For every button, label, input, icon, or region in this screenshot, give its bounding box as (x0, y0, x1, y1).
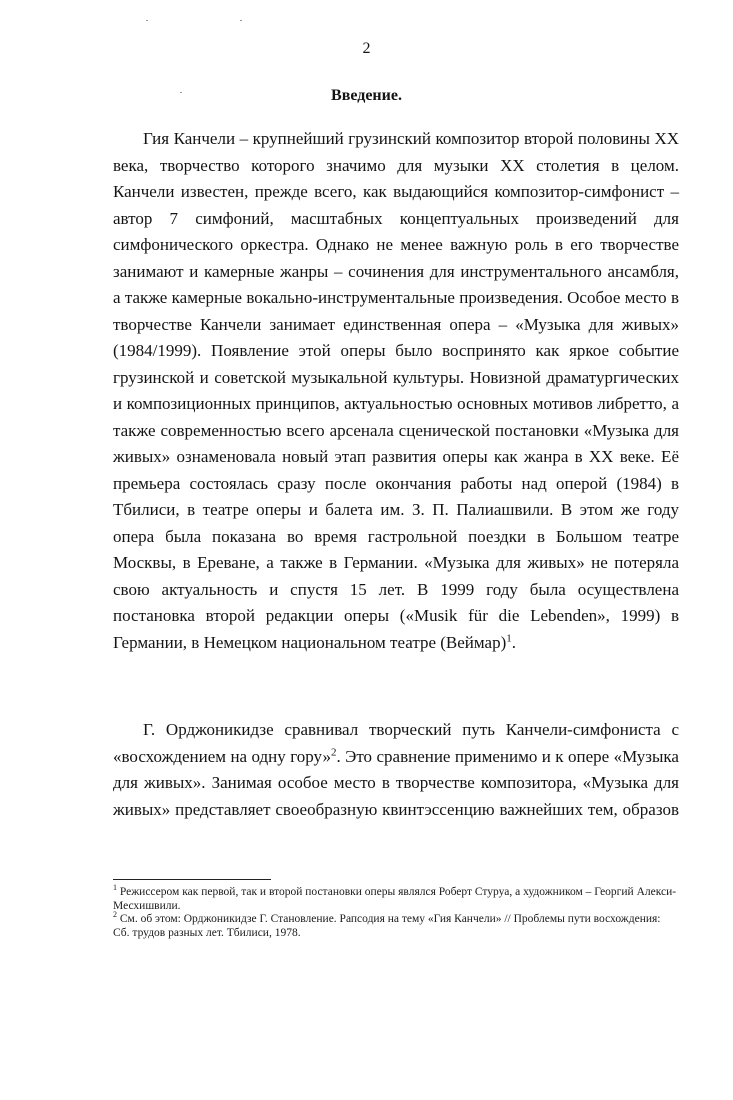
text-fragment: . Это сравнение применимо и к опере «Музыка (336, 746, 679, 766)
text-line: постановка второй редакции оперы («Musik für die Lebenden», 1999) в (113, 606, 679, 625)
text-line (113, 744, 679, 771)
section-heading: Введение. (331, 87, 402, 104)
footnote-separator (113, 879, 271, 880)
text-line: Канчели известен, прежде всего, как выдающийся композитор-симфонист – (113, 182, 679, 201)
text-line: премьера состоялась сразу после окончания работы над оперой (1984) в (113, 473, 679, 493)
text-line: Г. Орджоникидзе сравнивал творческий путь Канчели-симфониста с (143, 720, 679, 739)
text-line: (1984/1999). Появление этой оперы было воспринято как яркое событие (113, 341, 679, 360)
text-line: века, творчество которого значимо для музыки XX столетия в целом. (113, 155, 679, 175)
text-fragment: «восхождением на одну гору» (113, 746, 331, 766)
footnote-reference[interactable]: 2 (330, 745, 337, 758)
text-line: свою актуальность и спустя 15 лет. В 1999 году была осуществлена (113, 579, 679, 599)
text-line-last (113, 630, 679, 657)
text-line: и композиционных принципов, актуальностью основных мотивов либретто, а (113, 394, 679, 413)
text-line: также современностью всего арсенала сценической постановки «Музыка для (113, 420, 679, 440)
text-line: симфонического оркестра. Однако не менее важную роль в его творчестве (113, 235, 679, 254)
paragraph-intro (113, 126, 679, 656)
text-line: творчестве Канчели занимает единственная опера – «Музыка для живых» (113, 314, 679, 334)
footnote-reference[interactable]: 1 (506, 631, 512, 644)
text-line: а также камерные вокально-инструментальные произведения. Особое место в (113, 288, 679, 307)
footnote-1 (113, 885, 679, 913)
scan-speck (146, 20, 148, 21)
footnote-2 (113, 912, 679, 940)
footnote-text: См. об этом: Орджоникидзе Г. Становление. Рапсодия на тему «Гия Канчели» // Проблемы пути восхождения: Сб. трудов разных лет. Тбилиси, 1978. (113, 913, 661, 939)
footnote-text: Режиссером как первой, так и второй постановки оперы являлся Роберт Стуруа, а художником – Георгий Алекси-Месхишвили. (113, 886, 677, 912)
page-number: 2 (362, 40, 371, 57)
text-line: для живых». Занимая особое место в творчестве композитора, «Музыка для (113, 773, 679, 792)
text-line: опера была показана во время гастрольной поездки в Большом театре (113, 526, 679, 546)
text-line: Тбилиси, в театре оперы и балета им. З. П. Палиашвили. В этом же году (113, 500, 679, 519)
paragraph-comparison (113, 717, 679, 823)
footnote-mark: 2 (113, 910, 117, 920)
text-line: живых» ознаменовала новый этап развития оперы как жанра в XX веке. Её (113, 447, 679, 466)
text-line: живых» представляет своеобразную квинтэссенцию важнейших тем, образов (113, 799, 679, 819)
text-line: занимают и камерные жанры – сочинения для инструментального ансамбля, (113, 261, 679, 281)
footnote-mark: 1 (113, 883, 117, 893)
text-fragment: Германии, в Немецком национальном театре (Веймар) (113, 632, 507, 652)
text-line: Гия Канчели – крупнейший грузинский композитор второй половины XX (143, 129, 679, 148)
text-line: Москвы, в Ереване, а также в Германии. «Музыка для живых» не потеряла (113, 553, 679, 572)
text-line: автор 7 симфоний, масштабных концептуальных произведений для (113, 208, 679, 228)
text-fragment: . (511, 632, 516, 652)
scan-speck (240, 20, 242, 21)
text-line: грузинской и советской музыкальной культуры. Новизной драматургических (113, 367, 679, 387)
